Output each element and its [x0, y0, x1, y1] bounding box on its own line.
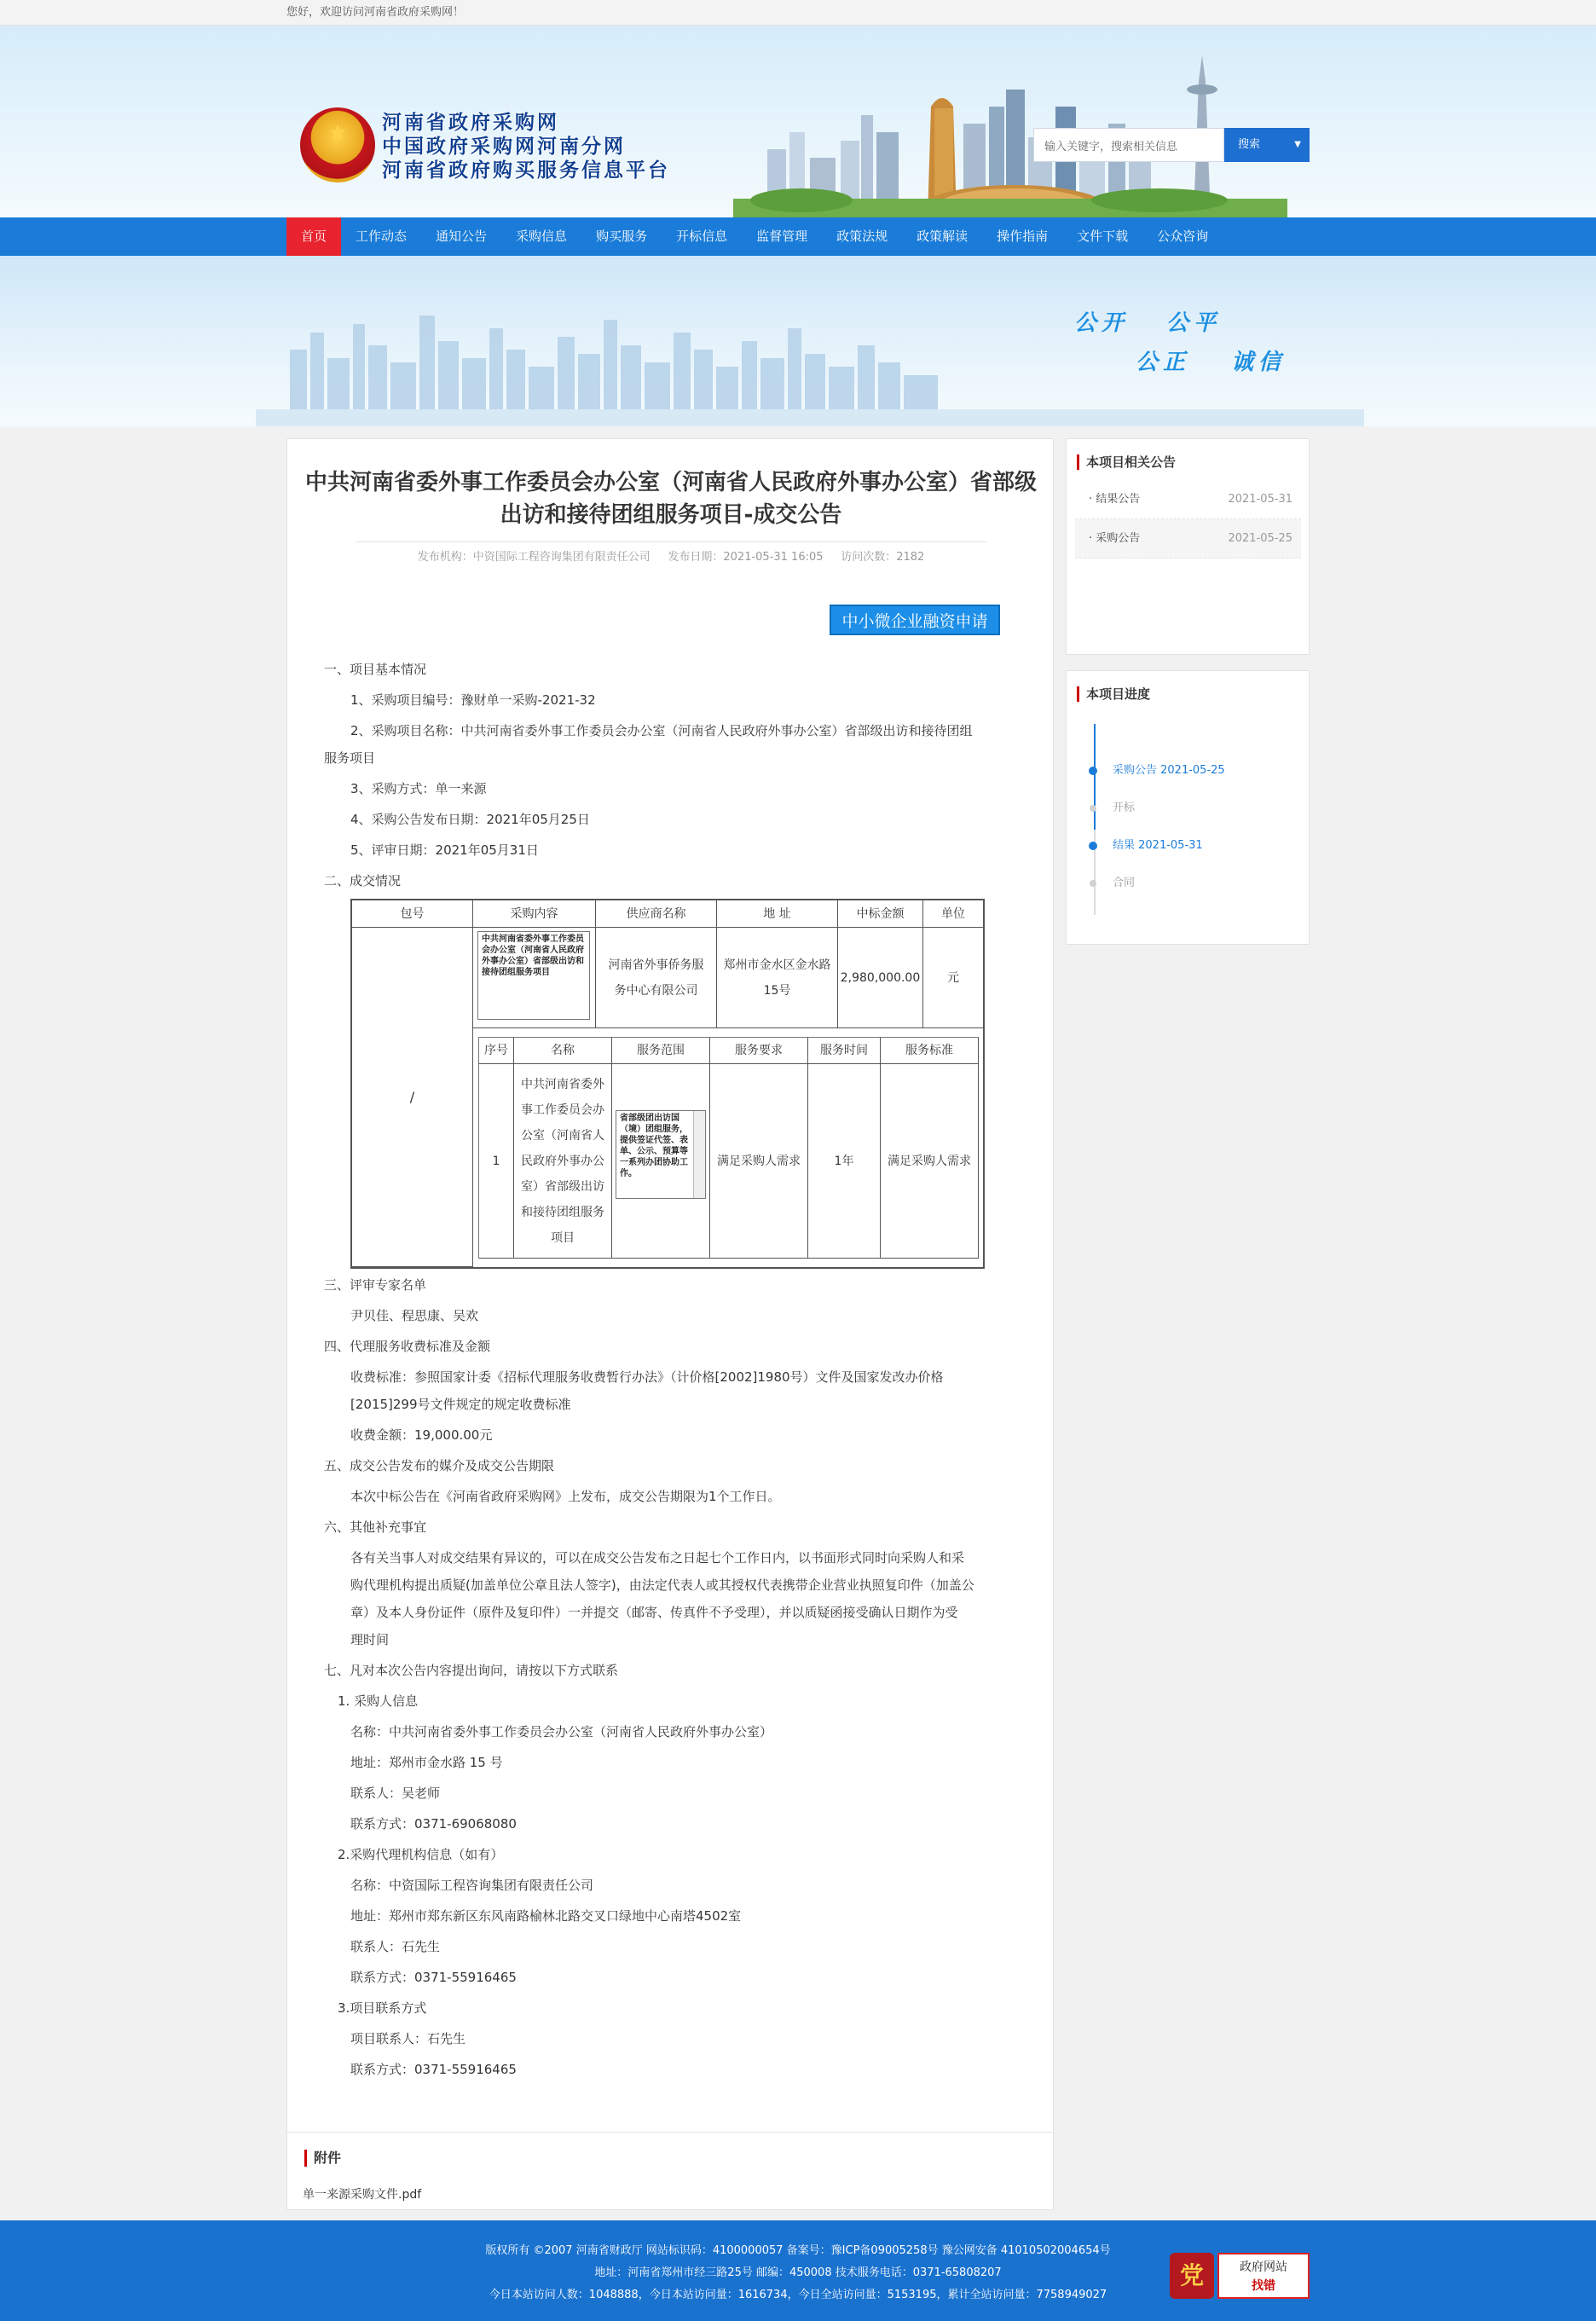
table-header-cell: 单位	[923, 900, 983, 928]
purchaser-phone: 联系方式：0371-69068080	[350, 1816, 517, 1832]
fee-standard: 收费标准：参照国家计委《招标代理服务收费暂行办法》（计价格[2002]1980号）文件及国家发改办价格	[350, 1369, 944, 1385]
nav-item-notices[interactable]: 通知公告	[436, 229, 488, 244]
nav-item-downloads[interactable]: 文件下载	[1077, 229, 1129, 244]
related-announcements-title: 本项目相关公告	[1077, 454, 1176, 470]
progress-step-purchase[interactable]	[1087, 763, 1309, 778]
attachment-file-link[interactable]: 单一来源采购文件.pdf	[303, 2188, 422, 2202]
table-header-cell: 中标金额	[838, 900, 923, 928]
motto-openness: 公开	[1074, 310, 1130, 336]
nav-item-procurement-info[interactable]: 采购信息	[516, 229, 568, 244]
related-item-result[interactable]	[1075, 480, 1301, 519]
subtable-header-cell: 服务时间	[808, 1037, 881, 1064]
purchaser-address: 地址：郑州市金水路 15 号	[350, 1755, 503, 1770]
table-header-cell: 采购内容	[473, 900, 596, 928]
progress-step-opening	[1087, 801, 1309, 816]
nav-item-consultation[interactable]: 公众咨询	[1157, 229, 1209, 244]
welcome-text: 您好，欢迎访问河南省政府采购网！	[286, 6, 465, 19]
site-title-line-1: 河南省政府采购网	[382, 111, 559, 134]
welcome-bar	[0, 0, 1596, 26]
section-heading: 六、其他补充事宜	[324, 1519, 427, 1535]
package-number: /	[352, 928, 473, 1267]
nav-item-home[interactable]: 首页	[286, 217, 341, 256]
service-name: 中共河南省委外事工作委员会办公室（河南省人民政府外事办公室）省部级出访和接待团组服务项目	[514, 1064, 612, 1259]
search-input[interactable]: 输入关键字，搜索相关信息	[1033, 128, 1224, 162]
site-title-line-3: 河南省政府购买服务信息平台	[382, 159, 670, 182]
motto-integrity: 诚信	[1231, 350, 1287, 375]
progress-dot-pending	[1090, 805, 1096, 812]
article-title: 中共河南省委外事工作委员会办公室（河南省人民政府外事办公室）省部级出访和接待团组服务项目-成交公告	[304, 470, 1037, 528]
service-scope-textarea[interactable]	[616, 1110, 706, 1199]
progress-step-label: 开标	[1113, 802, 1136, 814]
banner	[0, 256, 1596, 426]
badge-sublabel: 找错	[1252, 2279, 1275, 2293]
agency-contact: 联系人：石先生	[350, 1939, 441, 1954]
attachment-panel	[286, 2132, 1054, 2210]
contact-subheading: 2.采购代理机构信息（如有）	[338, 1847, 504, 1862]
progress-step-label: 采购公告 2021-05-25	[1113, 764, 1225, 777]
subtable-header-cell: 名称	[514, 1037, 612, 1064]
section-heading: 七、凡对本次公告内容提出询问，请按以下方式联系	[324, 1663, 619, 1678]
other-matters-line: 理时间	[350, 1632, 390, 1647]
project-phone: 联系方式：0371-55916465	[350, 2062, 517, 2077]
contact-subheading: 1. 采购人信息	[338, 1693, 419, 1709]
related-item-date: 2021-05-31	[1228, 493, 1292, 506]
visit-count: 访问次数：2182	[841, 551, 925, 564]
project-progress-title: 本项目进度	[1077, 686, 1150, 702]
section-heading: 二、成交情况	[324, 873, 402, 888]
subtable-header-cell: 服务要求	[710, 1037, 808, 1064]
project-contact: 项目联系人：石先生	[350, 2031, 466, 2046]
table-header-cell: 包号	[352, 900, 473, 928]
amount-unit: 元	[923, 928, 983, 1028]
site-footer	[0, 2220, 1596, 2321]
supplier-name: 河南省外事侨务服务中心有限公司	[596, 928, 717, 1028]
banner-skyline-illustration	[256, 281, 1364, 426]
search-button-label: 搜索	[1238, 138, 1261, 151]
related-announcements-panel	[1066, 438, 1310, 655]
fee-amount: 收费金额：19,000.00元	[350, 1427, 493, 1443]
fee-standard-cont: [2015]299号文件规定的规定收费标准	[350, 1397, 571, 1412]
project-name-cont: 服务项目	[324, 750, 376, 766]
subtable-header-cell: 服务标准	[881, 1037, 979, 1064]
procurement-method: 3、采购方式：单一来源	[350, 781, 487, 796]
footer-address: 地址：河南省郑州市经三路25号 邮编：450008 技术服务电话：0371-65808207	[594, 2266, 1002, 2279]
expert-list: 尹贝佳、程思康、吴欢	[350, 1308, 479, 1323]
purchaser-name: 名称：中共河南省委外事工作委员会办公室（河南省人民政府外事办公室）	[350, 1724, 773, 1739]
table-cell-content	[473, 928, 596, 1028]
scrollbar[interactable]	[693, 1111, 705, 1198]
chevron-down-icon[interactable]: ▼	[1294, 140, 1301, 149]
service-row-number: 1	[478, 1064, 514, 1259]
progress-step-contract	[1087, 876, 1309, 891]
service-scope-text: 省部级团出访国（境）团组服务，提供签证代签、表单、公示、预算等一系列办团协助工作。	[620, 1114, 688, 1178]
other-matters-line: 购代理机构提出质疑(加盖单位公章且法人签字)，由法定代表人或其授权代表携带企业营业执照复印件（加盖公	[350, 1577, 974, 1593]
service-requirement: 满足采购人需求	[710, 1064, 808, 1259]
publication-media: 本次中标公告在《河南省政府采购网》上发布，成交公告期限为1个工作日。	[350, 1489, 781, 1504]
site-title	[382, 111, 670, 182]
related-item-label: 结果公告	[1096, 493, 1141, 506]
progress-step-label: 合同	[1113, 877, 1136, 889]
table-header-cell: 供应商名称	[596, 900, 717, 928]
main-nav	[0, 217, 1596, 256]
agency-name: 名称：中资国际工程咨询集团有限责任公司	[350, 1878, 594, 1893]
result-table	[350, 899, 985, 1269]
progress-step-label: 结果 2021-05-31	[1113, 839, 1203, 852]
progress-dot-pending	[1090, 880, 1096, 887]
related-item-label: 采购公告	[1096, 532, 1141, 545]
publish-date: 发布日期：2021-05-31 16:05	[668, 551, 824, 564]
nav-item-policies[interactable]: 政策法规	[836, 229, 888, 244]
service-standard: 满足采购人需求	[881, 1064, 979, 1259]
nav-item-purchase-services[interactable]: 购买服务	[596, 229, 648, 244]
attachment-heading: 附件	[304, 2150, 341, 2167]
content-textarea[interactable]: 中共河南省委外事工作委员会办公室（河南省人民政府外事办公室）省部级出访和接待团组服务项目	[477, 931, 590, 1020]
announcement-date: 4、采购公告发布日期：2021年05月25日	[350, 812, 590, 827]
agency-phone: 联系方式：0371-55916465	[350, 1970, 517, 1985]
table-header-cell: 地 址	[717, 900, 838, 928]
other-matters-line: 各有关当事人对成交结果有异议的，可以在成交公告发布之日起七个工作日内，以书面形式同时向采购人和采	[350, 1550, 965, 1566]
search-button[interactable]	[1224, 128, 1310, 162]
site-title-line-2: 中国政府采购网河南分网	[382, 135, 626, 158]
related-item-purchase[interactable]	[1075, 519, 1301, 559]
publisher: 发布机构：中资国际工程咨询集团有限责任公司	[417, 551, 651, 564]
nav-item-policy-interpretation[interactable]: 政策解读	[917, 229, 969, 244]
list-bullet: ·	[1089, 493, 1096, 506]
section-heading: 四、代理服务收费标准及金额	[324, 1339, 491, 1354]
party-government-badge-icon[interactable]: 党	[1170, 2253, 1214, 2299]
article-meta	[356, 541, 986, 564]
site-header	[0, 26, 1596, 217]
gov-site-error-report-badge[interactable]	[1217, 2253, 1310, 2299]
bid-amount: 2,980,000.00	[838, 928, 923, 1028]
section-heading: 五、成交公告发布的媒介及成交公告期限	[324, 1458, 555, 1473]
subtable-header-cell: 序号	[478, 1037, 514, 1064]
related-item-date: 2021-05-25	[1228, 532, 1292, 545]
motto-fairness: 公平	[1166, 310, 1222, 336]
project-number: 1、采购项目编号：豫财单一采购-2021-32	[350, 692, 596, 708]
nav-item-guide[interactable]: 操作指南	[997, 229, 1049, 244]
nav-item-work-news[interactable]: 工作动态	[356, 229, 408, 244]
review-date: 5、评审日期：2021年05月31日	[350, 842, 539, 858]
progress-dot-active	[1089, 842, 1097, 850]
sme-finance-button[interactable]: 中小微企业融资申请	[830, 605, 1000, 635]
contact-subheading: 3.项目联系方式	[338, 2000, 427, 2016]
supplier-address: 郑州市金水区金水路15号	[717, 928, 838, 1028]
service-subtable	[473, 1028, 983, 1267]
project-progress-panel	[1066, 670, 1310, 945]
national-emblem-logo: ★	[300, 107, 375, 182]
motto-justice: 公正	[1136, 350, 1191, 375]
nav-item-bid-opening[interactable]: 开标信息	[676, 229, 728, 244]
service-scope-cell	[612, 1064, 710, 1259]
progress-step-result[interactable]	[1087, 838, 1309, 854]
list-bullet: ·	[1089, 532, 1096, 545]
project-name: 2、采购项目名称：中共河南省委外事工作委员会办公室（河南省人民政府外事办公室）省部级出访和接待团组	[350, 723, 973, 738]
subtable-header-cell: 服务范围	[612, 1037, 710, 1064]
nav-item-supervision[interactable]: 监督管理	[756, 229, 808, 244]
badge-label: 政府网站	[1240, 2260, 1287, 2274]
section-heading: 三、评审专家名单	[324, 1277, 427, 1293]
section-heading: 一、项目基本情况	[324, 662, 427, 677]
progress-dot-active	[1089, 767, 1097, 775]
agency-address: 地址：郑州市郑东新区东风南路榆林北路交叉口绿地中心南塔4502室	[350, 1908, 742, 1924]
purchaser-contact: 联系人：吴老师	[350, 1786, 441, 1801]
footer-copyright: 版权所有 ©2007 河南省财政厅 网站标识码：4100000057 备案号：豫ICP备09005258号 豫公网安备 41010502004654号	[485, 2244, 1111, 2257]
footer-visit-stats: 今日本站访问人数：1048888，今日本站访问量：1616734，今日全站访问量：5153195，累计全站访问量：7758949027	[489, 2289, 1107, 2301]
service-time: 1年	[808, 1064, 881, 1259]
other-matters-line: 章）及本人身份证件（原件及复印件）一并提交（邮寄、传真件不予受理），并以质疑函接受确认日期作为受	[350, 1605, 958, 1620]
